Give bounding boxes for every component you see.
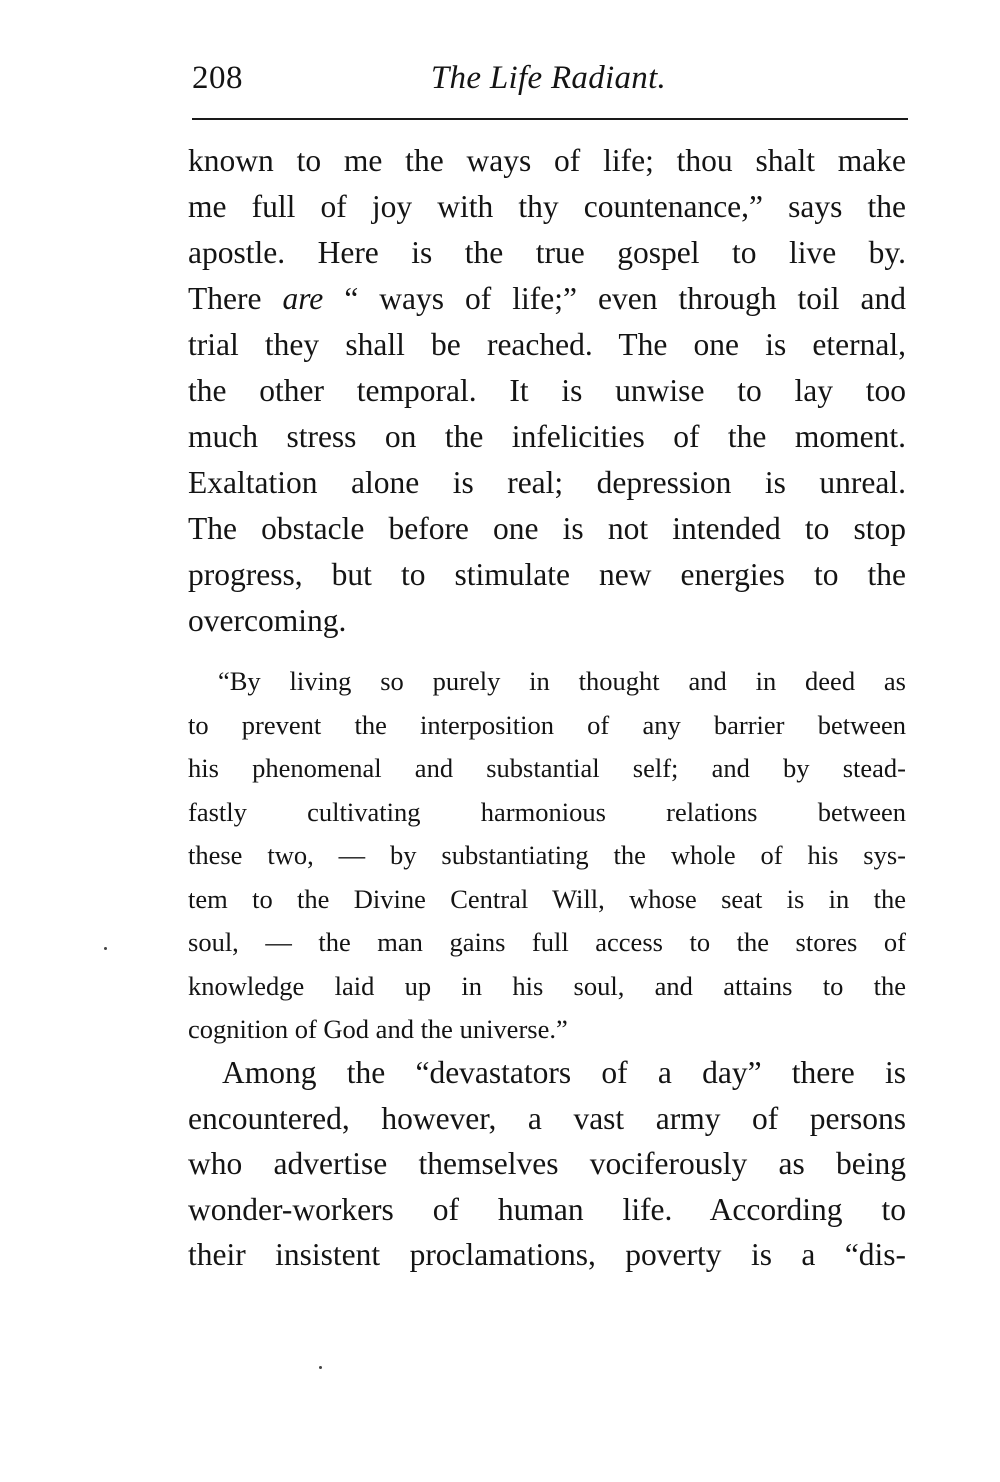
text-line: trial they shall be reached. The one is eternal,	[188, 327, 906, 362]
text-line: me full of joy with thy countenance,” says the	[188, 189, 906, 224]
text-line: “By living so purely in thought and in deed as	[218, 666, 906, 696]
text-line: who advertise themselves vociferously as being	[188, 1146, 906, 1181]
block-quotation	[188, 660, 906, 1052]
text-line: to prevent the interposition of any barrier between	[188, 709, 906, 740]
text-line	[188, 276, 906, 322]
text-fragment: There	[188, 281, 283, 316]
text-line: his phenomenal and substantial self; and by stead-	[188, 753, 906, 783]
text-line: their insistent proclamations, poverty is a “dis-	[188, 1237, 906, 1272]
paragraph-new	[188, 1050, 906, 1278]
text-line: fastly cultivating harmonious relations between	[188, 796, 906, 827]
text-line: tem to the Divine Central Will, whose seat is in the	[188, 883, 906, 914]
text-line: The obstacle before one is not intended to stop	[188, 511, 906, 546]
scan-speck	[319, 1366, 322, 1369]
text-line: encountered, however, a vast army of persons	[188, 1100, 906, 1136]
text-line: knowledge laid up in his soul, and attains to the	[188, 970, 906, 1001]
page-header	[192, 52, 905, 104]
scan-speck	[104, 947, 107, 950]
text-line: Among the “devastators of a day” there is	[222, 1055, 906, 1090]
paragraph-continued	[188, 138, 906, 644]
text-line: much stress on the infelicities of the moment.	[188, 419, 906, 454]
header-rule	[192, 118, 908, 120]
text-line: overcoming.	[188, 603, 347, 638]
emphasized-word: are	[282, 281, 324, 316]
running-title: The Life Radiant.	[430, 60, 667, 96]
text-fragment: “ ways of life;” even through toil and	[344, 281, 907, 316]
text-line: progress, but to stimulate new energies to the	[188, 557, 906, 592]
page-number: 208	[192, 60, 243, 96]
text-line: apostle. Here is the true gospel to live by.	[188, 235, 906, 270]
text-line: known to me the ways of life; thou shalt make	[188, 143, 906, 178]
text-line: these two, — by substantiating the whole of his sys-	[188, 840, 906, 870]
text-line: the other temporal. It is unwise to lay too	[188, 373, 906, 408]
text-line: Exaltation alone is real; depression is unreal.	[188, 465, 906, 500]
text-line: cognition of God and the universe.”	[188, 1014, 568, 1044]
text-line: soul, — the man gains full access to the stores of	[188, 927, 906, 957]
text-line: wonder-workers of human life. According to	[188, 1191, 906, 1227]
